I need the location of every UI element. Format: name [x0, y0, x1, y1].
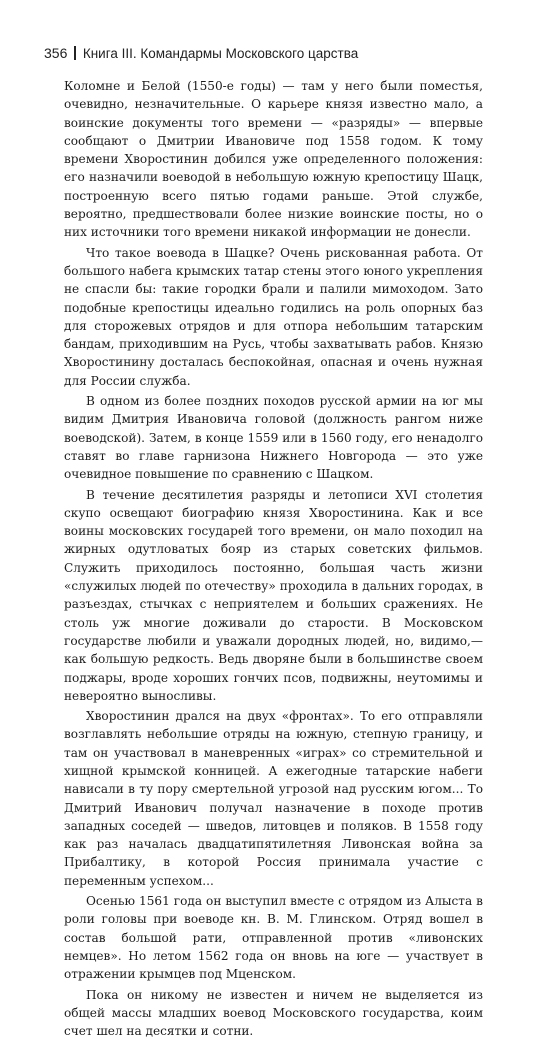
paragraph-7: Пока он никому не известен и ничем не выделяется из общей массы младших воевод Московского государства, коим счет шел на десятки и сотни.: [64, 987, 483, 1039]
paragraph-4: В течение десятилетия разряды и летописи XVI столетия скупо освещают биографию князя Хворостинина. Как и все воины московских государей того времени, он мало походил на жирных одутловатых бояр из старых советских фильмов. Служить приходилось постоянно, большая часть жизни «служилых людей по отечеству» проходила в дальних городах, в разъездах, стычках с неприятелем и больших сражениях. Не столь уж многие доживали до старости. В Московском государстве любили и уважали дородных людей, но, видимо,— как большую редкость. Ведь дворяне были в большинстве своем поджары, вроде хороших гончих псов, подвижны, неутомимы и невероятно выносливы.: [64, 487, 483, 703]
paragraph-3: В одном из более поздних походов русской армии на юг мы видим Дмитрия Ивановича головой (должность рангом ниже воеводской). Затем, в конце 1559 или в 1560 году, его ненадолго ставят во главе гарнизона Нижнего Новгорода — это уже очевидное повышение по сравнению с Шацком.: [64, 394, 483, 482]
running-header: [44, 44, 504, 62]
page-number: 356: [44, 45, 68, 61]
paragraph-2: Что такое воевода в Шацке? Очень рискованная работа. От большого набега крымских татар стены этого юного укрепления не спасли бы: такие городки брали и палили мимоходом. Зато подобные крепостицы идеально годились на роль опорных баз для сторожевых отрядов и для отпора небольшим татарским бандам, приходившим на Русь, чтобы захватывать рабов. Князю Хворостинину досталась беспокойная, опасная и очень нужная для России служба.: [64, 245, 483, 388]
body-text: [64, 77, 483, 1040]
paragraph-1: Коломне и Белой (1550-е годы) — там у него были поместья, очевидно, незначительные. О карьере князя известно мало, а воинские документы того времени — «разряды» — впервые сообщают о Дмитрии Ивановиче под 1558 годом. К тому времени Хворостинин добился уже определенного положения: его назначили воеводой в небольшую южную крепостицу Шацк, построенную всего пятью годами раньше. Этой службе, вероятно, предшествовали более низкие воинские посты, но о них источники того времени никакой информации не донесли.: [64, 79, 483, 240]
paragraph-5: Хворостинин дрался на двух «фронтах». То его отправляли возглавлять небольшие отряды на южную, степную границу, и там он участвовал в маневренных «играх» со стремительной и хищной крымской конницей. А ежегодные татарские набеги нависали в ту пору смертельной угрозой над русским югом... То Дмитрий Иванович получал назначение в походе против западных соседей — шведов, литовцев и поляков. В 1558 году как раз началась двадцатипятилетняя Ливонская война за Прибалтику, в которой Россия принимала участие с переменным успехом...: [64, 709, 483, 888]
header-separator: [74, 46, 76, 60]
paragraph-6: Осенью 1561 года он выступил вместе с отрядом из Алыста в роли головы при воеводе кн. В. М. Глинском. Отряд вошел в состав большой рати, отправленной против «ливонских немцев». Но летом 1562 года он вновь на юге — участвует в отражении крымцев под Мценском.: [64, 894, 483, 982]
book-title: Книга III. Командармы Московского царства: [82, 46, 359, 61]
